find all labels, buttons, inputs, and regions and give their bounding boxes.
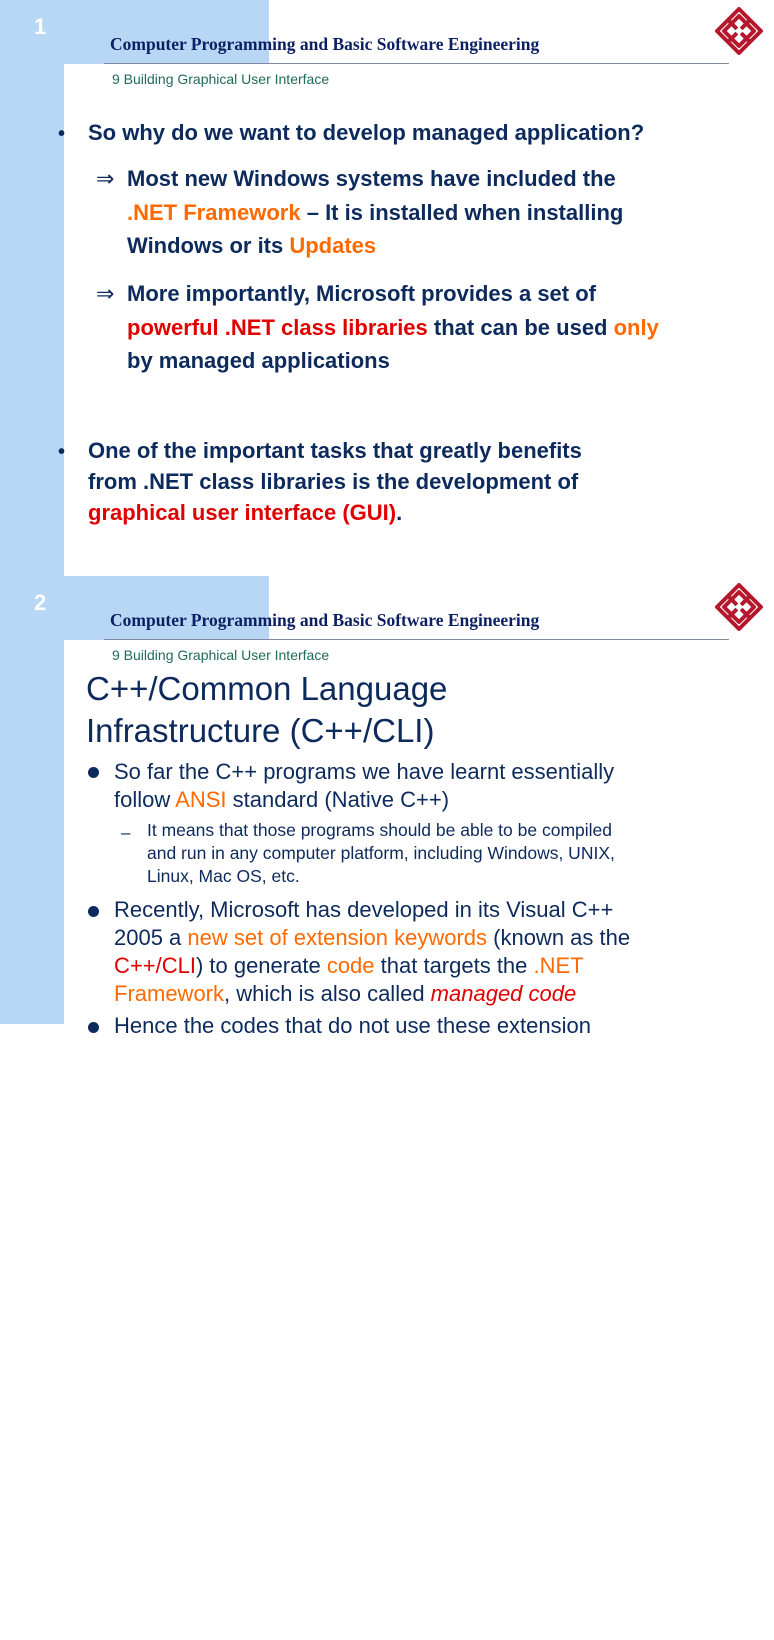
side-bar: [0, 0, 64, 576]
sub-bullet-text: by managed applications: [127, 348, 390, 373]
course-title: Computer Programming and Basic Software Engineering: [110, 34, 540, 54]
bullet-text: Hence the codes that do not use these extension: [114, 1013, 591, 1038]
highlight-text: only: [613, 315, 659, 340]
bullet-text: One of the important tasks that greatly benefits: [88, 438, 582, 463]
header-divider: [104, 63, 729, 64]
bullet-text-pre: follow: [114, 787, 176, 812]
bullet-text: [114, 980, 576, 1008]
slide-title-line: Infrastructure (C++/CLI): [86, 712, 435, 749]
sub-bullet-text: Linux, Mac OS, etc.: [147, 866, 300, 886]
sub-bullet-text-rest: – It is installed when installing: [300, 200, 624, 225]
highlight-text: ANSI: [175, 787, 227, 812]
sub-bullet-text-pre: Windows or its: [127, 233, 290, 258]
arrow-icon: ⇒: [96, 166, 115, 191]
polyu-logo-icon: [714, 6, 764, 56]
highlight-text: powerful .NET class libraries: [127, 315, 428, 340]
bullet-text: So why do we want to develop managed application?: [88, 120, 645, 145]
highlight-text: Updates: [289, 233, 377, 258]
slide-1: [0, 0, 768, 576]
slide-title: [86, 668, 447, 752]
slide-2: [0, 576, 768, 1038]
sub-bullet-text: Most new Windows systems have included the: [127, 166, 616, 191]
highlight-text: .NET: [533, 953, 584, 978]
highlight-text: .NET Framework: [127, 200, 301, 225]
bullet-text-post: standard (Native C++): [226, 787, 450, 812]
highlight-text: new set of extension keywords: [187, 925, 488, 950]
bullet-text: [114, 786, 449, 814]
bullet-marker: •: [58, 441, 66, 463]
bullet-text: [114, 924, 630, 952]
chapter-label: 9 Building Graphical User Interface: [112, 71, 330, 87]
arrow-icon: ⇒: [96, 281, 115, 306]
sub-bullet-marker: –: [121, 823, 131, 842]
bullet-text-end: .: [396, 500, 403, 525]
highlight-text: code: [326, 953, 375, 978]
sub-bullet-text: and run in any computer platform, including Windows, UNIX,: [147, 843, 615, 863]
sub-bullet-text: It means that those programs should be able to be compiled: [147, 820, 612, 840]
highlight-text: managed code: [430, 981, 577, 1006]
sub-bullet-text: [127, 311, 659, 344]
sub-bullet-text: More importantly, Microsoft provides a set of: [127, 281, 596, 306]
slide-number: 2: [34, 590, 47, 615]
bullet-text-post: (known as the: [487, 925, 631, 950]
slide-title-line: C++/Common Language: [86, 670, 448, 707]
highlight-text: Framework: [114, 981, 225, 1006]
highlight-text: graphical user interface (GUI): [88, 500, 397, 525]
sub-bullet-text: [127, 196, 623, 229]
bullet-text: So far the C++ programs we have learnt essentially: [114, 759, 615, 784]
side-bar: [0, 576, 64, 1024]
header-divider: [104, 639, 729, 640]
bullet-text-mid: that targets the: [374, 953, 534, 978]
bullet-marker: [88, 1022, 99, 1033]
bullet-marker: [88, 906, 99, 917]
course-title: Computer Programming and Basic Software Engineering: [110, 610, 540, 630]
bullet-marker: [88, 767, 99, 778]
polyu-logo-icon: [714, 582, 764, 632]
sub-bullet-text-mid: that can be used: [427, 315, 614, 340]
chapter-label: 9 Building Graphical User Interface: [112, 647, 330, 663]
sub-bullet-text: [127, 229, 376, 262]
bullet-text-mid: , which is also called: [224, 981, 431, 1006]
bullet-text: Recently, Microsoft has developed in its Visual C++: [114, 897, 614, 922]
bullet-text: from .NET class libraries is the development of: [88, 469, 579, 494]
bullet-text: [88, 496, 402, 529]
highlight-text: C++/CLI: [114, 953, 196, 978]
slide-number: 1: [34, 14, 47, 39]
bullet-text-pre: 2005 a: [114, 925, 188, 950]
bullet-text-mid: ) to generate: [195, 953, 327, 978]
bullet-marker: •: [58, 123, 66, 145]
bullet-text: [114, 952, 584, 980]
